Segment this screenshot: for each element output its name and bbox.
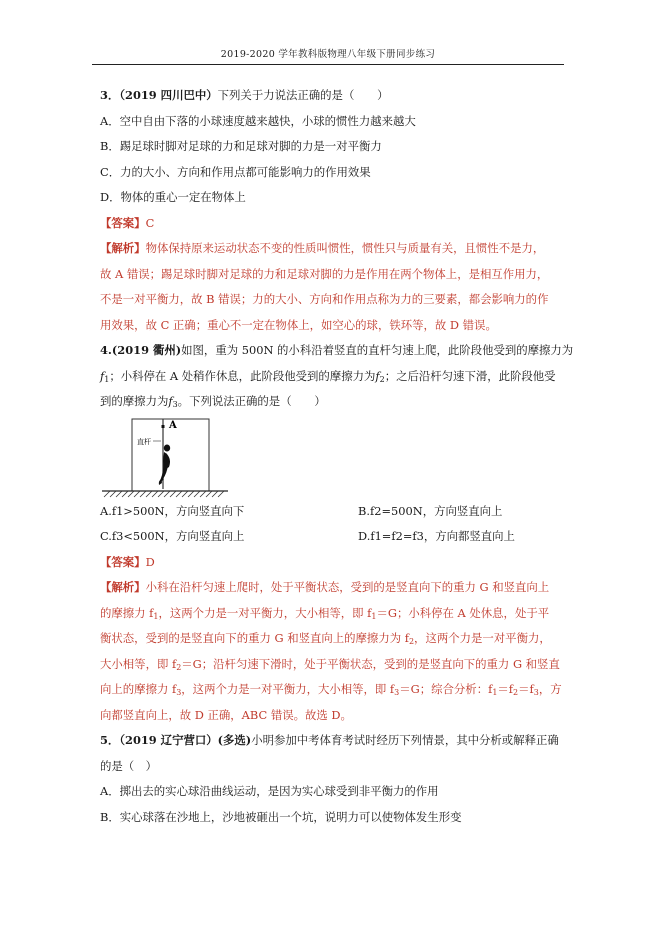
q4-option-c: C.f3<500N，方向竖直向上 [100, 529, 245, 543]
point-a-label: A [169, 419, 177, 431]
q3-analysis-line: 【解析】物体保持原来运动状态不变的性质叫惯性，惯性只与质量有关，且惯性不是力， [100, 241, 545, 255]
q3-stem: 3．（2019 四川巴中）下列关于力说法正确的是（ ） [100, 88, 389, 102]
climber-figure [159, 444, 170, 485]
q4-option-d: D.f1=f2=f3，方向都竖直向上 [358, 529, 515, 543]
pole-climbing-diagram [100, 415, 230, 499]
q4-options-row [100, 524, 570, 550]
q4-analysis-line: 衡状态，受到的是竖直向下的重力 G 和竖直向上的摩擦力为 $f_2$，这两个力是一对平衡力， [100, 631, 551, 646]
q4-option-a: A.f1>500N，方向竖直向下 [100, 503, 245, 518]
q4-stem: $f_1$；小科停在 A 处稍作休息，此阶段他受到的摩擦力为$f_2$；之后沿杆匀速下滑，此阶段他受 [100, 368, 556, 384]
q5-option-a: A．掷出去的实心球沿曲线运动，是因为实心球受到非平衡力的作用 [100, 784, 439, 798]
document-body [100, 83, 574, 830]
q3-analysis-line: 不是一对平衡力，故 B 错误；力的大小、方向和作用点称为力的三要素，都会影响力的作 [100, 292, 549, 306]
header-title: 2019-2020 学年教科版物理八年级下册同步练习 [220, 49, 436, 60]
q5-stem: 的是（ ） [100, 758, 157, 773]
q3-option-b: B．踢足球时脚对足球的力和足球对脚的力是一对平衡力 [100, 139, 382, 153]
q4-analysis-line: 向都竖直向上，故 D 正确，ABC 错误。故选 D。 [100, 707, 352, 722]
q4-analysis-line: 大小相等，即 $f_2=G$；沿杆匀速下滑时，处于平衡状态，受到的是竖直向下的重力 G 和竖直 [100, 656, 560, 672]
q3-option-a: A．空中自由下落的小球速度越来越快，小球的惯性力越来越大 [100, 113, 416, 128]
q4-analysis-line: 向上的摩擦力 $f_3$，这两个力是一对平衡力，大小相等，即 $f_3=G$；综合分析：$f_1=f_2=f_3$，方 [100, 682, 562, 697]
pole-label: 直杆 [137, 437, 151, 446]
q4-analysis-line: 的摩擦力 $f_1$，这两个力是一对平衡力，大小相等，即 $f_1=G$；小科停在 A 处休息，处于平 [100, 605, 550, 621]
q3-answer: 【答案】C [100, 215, 155, 230]
q4-analysis-line: 【解析】小科在沿杆匀速上爬时，处于平衡状态，受到的是竖直向下的重力 G 和竖直向上 [100, 580, 550, 594]
q3-option-d: D．物体的重心一定在物体上 [100, 190, 246, 204]
q4-figure [100, 415, 230, 499]
q5-option-b: B．实心球落在沙地上，沙地被砸出一个坑，说明力可以使物体发生形变 [100, 809, 462, 824]
page-header [92, 46, 564, 65]
point-a-marker [162, 425, 165, 428]
q4-options-row [100, 499, 570, 525]
q3-analysis-line: 用效果，故 C 正确；重心不一定在物体上，如空心的球，铁环等，故 D 错误。 [100, 317, 497, 332]
q4-option-b: B.f2=500N，方向竖直向上 [358, 503, 503, 518]
ground-hatching [104, 491, 224, 497]
q5-stem: 5．（2019 辽宁营口）(多选)小明参加中考体育考试时经历下列情景，其中分析或解释正确 [100, 733, 559, 747]
q3-analysis-line: 故 A 错误；踢足球时脚对足球的力和足球对脚的力是作用在两个物体上，是相互作用力， [100, 266, 549, 281]
q4-answer: 【答案】D [100, 554, 155, 569]
q4-stem: 到的摩擦力为$f_3$。下列说法正确的是（ ） [100, 394, 326, 409]
q3-option-c: C．力的大小、方向和作用点都可能影响力的作用效果 [100, 164, 371, 179]
q4-stem: 4.(2019 衢州)如图，重为 500N 的小科沿着竖直的直杆匀速上爬，此阶段他受到的摩擦力为 [100, 343, 574, 357]
